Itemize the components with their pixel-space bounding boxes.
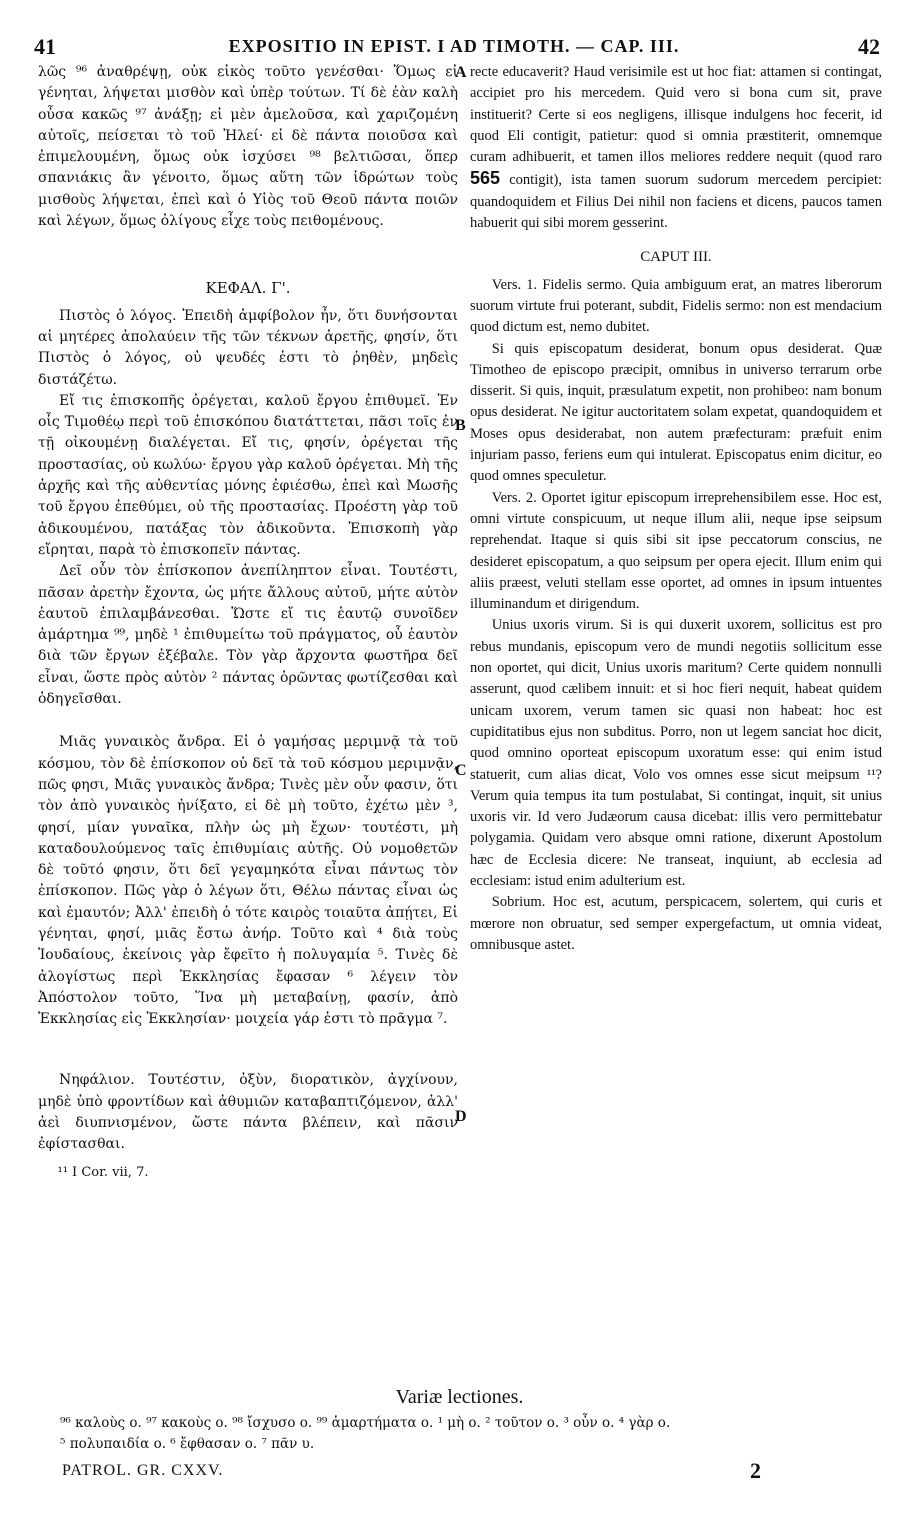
- page-number-right: 42: [858, 34, 880, 59]
- margin-marker-d: D: [455, 1108, 467, 1125]
- greek-chapter-heading: ΚΕΦΑΛ. Γ'.: [205, 279, 291, 298]
- latin-chapter-heading: CAPUT III.: [640, 249, 712, 266]
- greek-column: [38, 62, 458, 1183]
- greek-paragraph: Μιᾶς γυναικὸς ἄνδρα. Εἰ ὁ γαμήσας μεριμνᾷ τὰ τοῦ κόσμου, τὸν δὲ ἐπίσκοπον οὐ δεῖ τὰ τοῦ κόσμου μεριμνᾷν, πῶς φησι, Μιᾶς γυναικὸς ἄνδρα; Τινὲς μὲν οὖν φασιν, ὅτι τὸν ἀπὸ γυναικὸς ἠνίξατο, εἰ δὲ μὴ τοῦτο, ἐχέτω μὲν ³, φησί, μίαν γυναῖκα, πλὴν ὡς μὴ ἔχων· τουτέστι, μὴ καταδουλούμενος ταῖς ἐπιθυμίαις αὐτῆς. Οὐ νομοθετῶν δὲ τοῦτό φησιν, ὅτι δεῖ γεγαμηκότα εἶναι πάντως τὸν ἐπίσκοπον. Πῶς γὰρ ὁ λέγων ὅτι, Θέλω πάντας εἶναι ὡς καὶ ἐμαυτόν; Ἀλλ' ἐπειδὴ ὁ τότε καιρὸς τοιαῦτα ἀπῄτει, Εἰ γένηται, φησί, μιᾶς ἔστω ἀνήρ. Τοῦτο καὶ ⁴ διὰ τοὺς Ἰουδαίους, ἐκείνοις γὰρ ἔφεῖτο ἡ πολυγαμία ⁵. Τινὲς δὲ ἀλογίστως περὶ Ἐκκλησίας ἔφασαν ⁶ λέγειν τὸν Ἀπόστολον τοῦτο, Ἵνα μὴ μεταβαίνῃ, φασίν, ἀπὸ Ἐκκλησίας εἰς Ἐκκλησίαν· μοιχεία γάρ ἐστι τὸ πρᾶγμα ⁷.: [38, 734, 458, 1028]
- margin-marker-c: C: [455, 762, 467, 779]
- greek-paragraph: Δεῖ οὖν τὸν ἐπίσκοπον ἀνεπίληπτον εἶναι. Τουτέστι, πᾶσαν ἀρετὴν ἔχοντα, ὡς μήτε ἄλλους αὐτοῦ, μήτε αὐτὸν ἑαυτοῦ ἐπιλαμβάνεσθαι. Ὥστε εἴ τις ἑαυτῷ συνοῖδεν ἁμάρτημα ⁹⁹, μηδὲ ¹ ἐπιθυμείτω τοῦ πράγματος, οὗ ἑαυτὸν διὰ τῶν ἔργων ἐξέβαλε. Τὸν γὰρ ἄρχοντα φωστῆρα δεῖ εἶναι, ὥστε πρὸς αὐτὸν ² πάντας ὁρῶντας φωτίζεσθαι καὶ ὁδηγεῖσθαι.: [38, 563, 458, 708]
- running-title: EXPOSITIO IN EPIST. I AD TIMOTH. — CAP. III.: [228, 36, 680, 56]
- greek-paragraph: Νηφάλιον. Τουτέστιν, ὀξὺν, διορατικὸν, ἀγχίνουν, μηδὲ ὑπὸ φροντίδων καὶ ἀθυμιῶν καταβαπτιζόμενον, ἀλλ' ἀεὶ διυπνισμένον, ὥστε πάντα βλέπειν, καὶ πᾶσιν ἐφίστασθαι.: [38, 1072, 458, 1153]
- margin-marker-b: B: [455, 417, 466, 434]
- latin-column: [470, 62, 882, 956]
- latin-paragraph: Unius uxoris virum. Si is qui duxerit uxorem, sollicitus est pro rebus mundanis, episcopum vero de mundi negotiis sollicitum esse non oportet, qui dicit, Unius uxoris maritum? Certe quidem nonnulli asserunt, quod cælibem innuit: et si hoc fieri nequit, habeat quidem unicam uxorem, verum tamen sic quasi non habeat: hoc est cupiditatibus ejus non subditus. Porro, non ut legem sanciat hoc dicit, quod omnino oporteat episcopum uxoratum esse: qui enim istud statuerit, cum alias dicat, Volo vos omnes esse sicut meipsum ¹¹? Verum quia tempus ita tum postulabat, Si contingat, inquit, sit unius uxoris vir. Id vero Judæorum causa dicebat: illis vero permittebatur polygamia. Quidam vero absque omni ratione, dixerunt Apostolum hæc de Ecclesia dicere: Ne transeat, inquiunt, ab ecclesia ad ecclesiam: istud enim adulterium est.: [470, 617, 882, 889]
- latin-paragraph: Sobrium. Hoc est, acutum, perspicacem, solertem, qui curis et mœrore non obruatur, sed semper expergefactum, ut omnia videat, omnibusque astet.: [470, 894, 882, 953]
- page-number-left: 41: [34, 34, 56, 59]
- variants-title: Variæ lectiones.: [395, 1386, 524, 1408]
- variants-line: ⁵ πολυπαιδία ο. ⁶ ἔφθασαν ο. ⁷ πᾶν υ.: [60, 1436, 315, 1452]
- printer-signature: PATROL. GR. CXXV.: [62, 1462, 224, 1479]
- sheet-number: 2: [750, 1458, 761, 1483]
- variants-list: [60, 1413, 890, 1455]
- margin-marker-a: A: [455, 64, 467, 81]
- variants-line: ⁹⁶ καλοὺς ο. ⁹⁷ κακοὺς ο. ⁹⁸ ἴσχυσο ο. ⁹⁹ ἁμαρτήματα ο. ¹ μὴ ο. ² τοῦτον ο. ³ οὖν ο. ⁴ γὰρ ο.: [60, 1415, 671, 1431]
- greek-paragraph: λῶς ⁹⁶ ἀναθρέψῃ, οὐκ εἰκὸς τοῦτο γενέσθαι· Ὅμως εἰ γένηται, λήψεται μισθὸν καὶ ὑπὲρ τούτων. Τί δὲ ἐὰν καλὴ οὖσα κακῶς ⁹⁷ ἀνάξῃ; εἰ μὲν ἀμελοῦσα, καὶ χαριζομένη αὐτοῖς, πείσεται τὸ τοῦ Ἠλεί· εἰ δὲ πάντα ποιοῦσα καὶ ἐπιμελουμένη, ὅμως οὐκ ἰσχύσει ⁹⁸ βελτιῶσαι, ὅπερ σπανιάκις ἂν γένοιτο, ὅμως αὕτη τῶν ἱδρώτων τοὺς μισθοὺς λήψεται, ἐπεὶ καὶ ὁ Υἱὸς τοῦ Θεοῦ πάντα ποιῶν καὶ λέγων, ὅμως ὀλίγους εἶχε τοὺς πειθομένους.: [38, 64, 458, 230]
- latin-paragraph: recte educaverit? Haud verisimile est ut hoc fiat: attamen si contingat, accipiet pro his mercedem. Quid vero si bona cum sit, prave instituerit? Certe si eos negligens, illisque indulgens hoc fecerit, id quod Eli contigit, patietur: quod si omnia præstiterit, omnemque curam adhibuerit, et tamen illos meliores reddere nequit (quod raro 565 contigit), ista tamen suorum sudorum mercedem percipiet: quandoquidem et Filius Dei nihil non faciens et dicens, paucos tamen habuerit qui sibi morem gesserint.: [470, 64, 883, 232]
- page-header: [28, 30, 880, 62]
- latin-paragraph: Vers. 2. Oportet igitur episcopum irreprehensibilem esse. Hoc est, omni virtute conspicuum, ut neque illum alii, neque ipse seipsum reprehendat. Itaque si quis sibi sit ipse peccatorum conscius, ne desideret episcopatum, a quo seipsum per opera ejecit. Illum enim qui aliis præest, veluti stellam esse oportet, ad omnes in ipsum intuentes illuminandum et dirigendum.: [470, 489, 882, 613]
- greek-paragraph: Εἴ τις ἐπισκοπῆς ὀρέγεται, καλοῦ ἔργου ἐπιθυμεῖ. Ἐν οἷς Τιμοθέῳ περὶ τοῦ ἐπισκόπου διατάττεται, πᾶσι τοῖς ἐν τῇ οἰκουμένῃ διαλέγεται. Εἴ τις, φησίν, ὀρέγεται τῆς προστασίας, οὐ κωλύω· ἔργου γὰρ καλοῦ ὀρέγεται. Μὴ τῆς ἀρχῆς καὶ τῆς αὐθεντίας μόνης ἐφιέσθω, ἐπεὶ καὶ Μωσῆς τοῦ ἔργου ἐπεθύμει, οὐ τῆς προστασίας. Προέστη γὰρ τοῦ ἀδικουμένου, πατάξας τὸν ἀδικοῦντα. Ἐπισκοπὴ γὰρ εἴρηται, παρὰ τὸ ἐπισκοπεῖν πάντας.: [38, 392, 458, 558]
- greek-paragraph: Πιστὸς ὁ λόγος. Ἐπειδὴ ἀμφίβολον ἦν, ὅτι δυνήσονται αἱ μητέρες ἀπολαύειν τῆς τῶν τέκνων ἀρετῆς, φησίν, ὅτι Πιστὸς ὁ λόγος, οὐ ψευδές ἐστι τὸ ῥηθὲν, μηδεὶς διστάζέτω.: [38, 307, 458, 388]
- latin-paragraph: Si quis episcopatum desiderat, bonum opus desiderat. Quæ Timotheo de episcopo præcipit, omnibus in universo terrarum orbe disserit. Si quis, inquit, præsulatum expetit, non prohibeo: nam bonum opus desiderat. Ne igitur auctoritatem solam expetat, quandoquidem et Moses opus desiderabat, non autem præfecturam: præfuit enim injuriam passo, feriens eum qui intulerat. Episcopatus enim dicitur, eo quod omnes speculetur.: [470, 340, 882, 485]
- footnote: ¹¹ I Cor. vii, 7.: [57, 1164, 149, 1180]
- latin-paragraph: Vers. 1. Fidelis sermo. Quia ambiguum erat, an matres liberorum suorum virtute frui poterant, subdit, Fidelis sermo: non est mendacium quod dictum est, nemo dubitet.: [470, 276, 882, 336]
- column-number: 565: [470, 168, 501, 189]
